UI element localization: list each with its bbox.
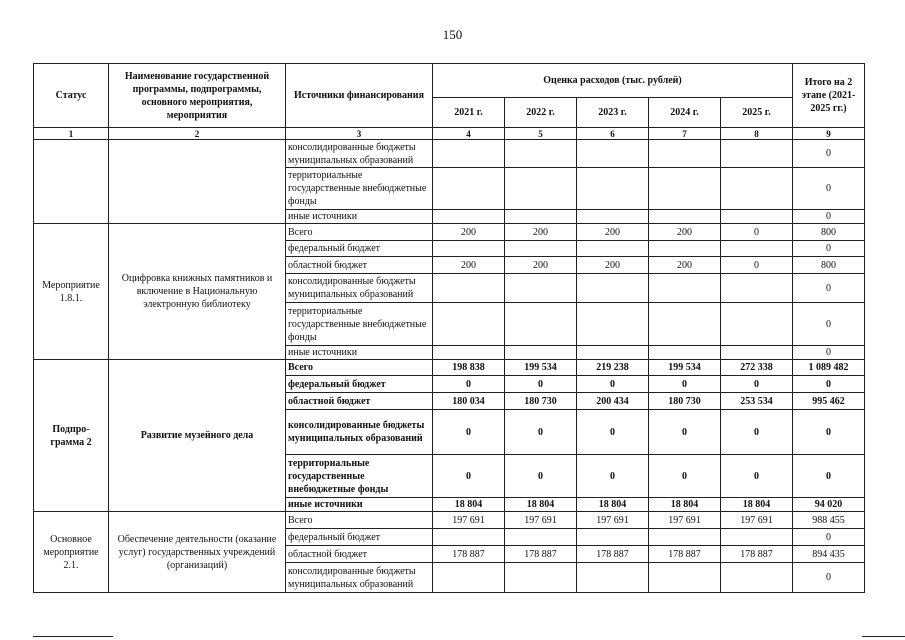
total-value-cell: 0	[793, 168, 865, 210]
header-year: 2022 г.	[505, 98, 577, 128]
total-value-cell: 0	[793, 274, 865, 303]
year-value-cell: 0	[721, 376, 793, 393]
year-value-cell: 0	[649, 376, 721, 393]
column-index: 2	[109, 128, 286, 140]
column-index: 9	[793, 128, 865, 140]
total-value-cell: 800	[793, 224, 865, 241]
year-value-cell	[433, 563, 505, 593]
year-value-cell	[721, 140, 793, 168]
year-value-cell	[721, 563, 793, 593]
table-body	[34, 140, 865, 593]
year-value-cell: 199 534	[649, 360, 721, 376]
year-value-cell	[649, 563, 721, 593]
total-value-cell: 0	[793, 410, 865, 455]
year-value-cell	[505, 241, 577, 257]
source-cell: иные источники	[286, 346, 433, 360]
total-value-cell: 0	[793, 210, 865, 224]
header-year: 2025 г.	[721, 98, 793, 128]
year-value-cell	[721, 274, 793, 303]
column-index: 8	[721, 128, 793, 140]
year-value-cell	[721, 346, 793, 360]
bottom-rule-left	[33, 636, 113, 637]
year-value-cell: 180 730	[649, 393, 721, 410]
year-value-cell: 197 691	[649, 512, 721, 529]
source-cell: областной бюджет	[286, 393, 433, 410]
year-value-cell: 0	[649, 410, 721, 455]
year-value-cell: 0	[433, 410, 505, 455]
year-value-cell: 0	[721, 257, 793, 274]
year-value-cell: 200	[577, 257, 649, 274]
source-cell: Всего	[286, 512, 433, 529]
source-cell: территориальные государственные внебюджетные фонды	[286, 455, 433, 498]
source-cell: федеральный бюджет	[286, 529, 433, 546]
total-value-cell: 0	[793, 241, 865, 257]
year-value-cell: 197 691	[577, 512, 649, 529]
program-name-cell	[109, 140, 286, 224]
year-value-cell	[577, 241, 649, 257]
year-value-cell: 178 887	[505, 546, 577, 563]
year-value-cell: 0	[649, 455, 721, 498]
year-value-cell	[649, 303, 721, 346]
header-year: 2021 г.	[433, 98, 505, 128]
column-index: 3	[286, 128, 433, 140]
year-value-cell: 0	[577, 455, 649, 498]
header-sources: Источники финансирования	[286, 64, 433, 128]
status-cell: Подпро-грамма 2	[34, 360, 109, 512]
year-value-cell: 0	[721, 224, 793, 241]
total-value-cell: 0	[793, 455, 865, 498]
program-name-cell: Развитие музейного дела	[109, 360, 286, 512]
year-value-cell: 178 887	[433, 546, 505, 563]
total-value-cell: 995 462	[793, 393, 865, 410]
year-value-cell	[577, 140, 649, 168]
year-value-cell: 18 804	[577, 498, 649, 512]
year-value-cell	[721, 168, 793, 210]
year-value-cell	[433, 168, 505, 210]
year-value-cell: 200	[577, 224, 649, 241]
header-total: Итого на 2 этапе (2021-2025 гг.)	[793, 64, 865, 128]
year-value-cell: 197 691	[433, 512, 505, 529]
year-value-cell	[721, 529, 793, 546]
year-value-cell: 0	[433, 376, 505, 393]
header-name: Наименование государственной программы, подпрограммы, основного мероприятия, мероприятия	[109, 64, 286, 128]
table-row	[34, 224, 865, 241]
total-value-cell: 0	[793, 140, 865, 168]
year-value-cell	[505, 274, 577, 303]
year-value-cell	[577, 563, 649, 593]
source-cell: консолидированные бюджеты муниципальных образований	[286, 563, 433, 593]
year-value-cell: 197 691	[721, 512, 793, 529]
total-value-cell: 988 455	[793, 512, 865, 529]
source-cell: консолидированные бюджеты муниципальных образований	[286, 140, 433, 168]
total-value-cell: 94 020	[793, 498, 865, 512]
header-status: Статус	[34, 64, 109, 128]
source-cell: областной бюджет	[286, 257, 433, 274]
year-value-cell: 219 238	[577, 360, 649, 376]
status-cell	[34, 140, 109, 224]
source-cell: федеральный бюджет	[286, 241, 433, 257]
year-value-cell	[649, 210, 721, 224]
year-value-cell	[433, 303, 505, 346]
year-value-cell	[721, 241, 793, 257]
year-value-cell	[505, 210, 577, 224]
year-value-cell	[433, 346, 505, 360]
column-index: 4	[433, 128, 505, 140]
bottom-rule-right	[862, 636, 905, 637]
year-value-cell: 0	[505, 410, 577, 455]
total-value-cell: 800	[793, 257, 865, 274]
year-value-cell: 0	[433, 455, 505, 498]
column-index: 5	[505, 128, 577, 140]
year-value-cell: 200	[649, 257, 721, 274]
year-value-cell: 180 730	[505, 393, 577, 410]
year-value-cell: 0	[721, 455, 793, 498]
year-value-cell	[649, 241, 721, 257]
year-value-cell: 200	[433, 224, 505, 241]
source-cell: консолидированные бюджеты муниципальных образований	[286, 410, 433, 455]
table-row	[34, 140, 865, 168]
year-value-cell: 200 434	[577, 393, 649, 410]
year-value-cell	[505, 168, 577, 210]
year-value-cell	[433, 529, 505, 546]
year-value-cell	[649, 346, 721, 360]
year-value-cell: 0	[505, 455, 577, 498]
header-year: 2024 г.	[649, 98, 721, 128]
year-value-cell: 272 338	[721, 360, 793, 376]
source-cell: федеральный бюджет	[286, 376, 433, 393]
source-cell: Всего	[286, 360, 433, 376]
year-value-cell: 200	[505, 224, 577, 241]
year-value-cell	[505, 529, 577, 546]
year-value-cell: 178 887	[649, 546, 721, 563]
total-value-cell: 0	[793, 563, 865, 593]
total-value-cell: 0	[793, 303, 865, 346]
year-value-cell: 178 887	[577, 546, 649, 563]
total-value-cell: 0	[793, 376, 865, 393]
source-cell: территориальные государственные внебюджетные фонды	[286, 303, 433, 346]
column-index: 6	[577, 128, 649, 140]
year-value-cell: 0	[505, 376, 577, 393]
expenses-table	[33, 63, 865, 593]
year-value-cell: 18 804	[721, 498, 793, 512]
year-value-cell	[577, 168, 649, 210]
year-value-cell	[577, 529, 649, 546]
status-cell: Мероприятие 1.8.1.	[34, 224, 109, 360]
total-value-cell: 894 435	[793, 546, 865, 563]
year-value-cell: 200	[649, 224, 721, 241]
year-value-cell	[721, 303, 793, 346]
total-value-cell: 0	[793, 529, 865, 546]
year-value-cell	[505, 303, 577, 346]
header-year: 2023 г.	[577, 98, 649, 128]
total-value-cell: 1 089 482	[793, 360, 865, 376]
year-value-cell	[577, 303, 649, 346]
year-value-cell	[721, 210, 793, 224]
year-value-cell: 0	[721, 410, 793, 455]
year-value-cell: 199 534	[505, 360, 577, 376]
year-value-cell	[577, 274, 649, 303]
year-value-cell: 0	[577, 376, 649, 393]
source-cell: территориальные государственные внебюджетные фонды	[286, 168, 433, 210]
program-name-cell: Оцифровка книжных памятников и включение в Национальную электронную библиотеку	[109, 224, 286, 360]
year-value-cell: 198 838	[433, 360, 505, 376]
source-cell: иные источники	[286, 210, 433, 224]
page-number: 150	[442, 27, 463, 42]
year-value-cell: 180 034	[433, 393, 505, 410]
year-value-cell	[505, 563, 577, 593]
source-cell: консолидированные бюджеты муниципальных образований	[286, 274, 433, 303]
year-value-cell	[433, 140, 505, 168]
year-value-cell: 200	[505, 257, 577, 274]
total-value-cell: 0	[793, 346, 865, 360]
year-value-cell	[505, 140, 577, 168]
year-value-cell	[649, 274, 721, 303]
header-estimate: Оценка расходов (тыс. рублей)	[433, 64, 793, 98]
year-value-cell: 0	[577, 410, 649, 455]
year-value-cell: 178 887	[721, 546, 793, 563]
table-row	[34, 360, 865, 376]
column-index: 1	[34, 128, 109, 140]
source-cell: иные источники	[286, 498, 433, 512]
year-value-cell: 18 804	[649, 498, 721, 512]
source-cell: Всего	[286, 224, 433, 241]
table-row	[34, 512, 865, 529]
year-value-cell	[433, 274, 505, 303]
year-value-cell: 18 804	[505, 498, 577, 512]
source-cell: областной бюджет	[286, 546, 433, 563]
year-value-cell	[577, 346, 649, 360]
year-value-cell: 200	[433, 257, 505, 274]
year-value-cell: 197 691	[505, 512, 577, 529]
status-cell: Основное мероприятие 2.1.	[34, 512, 109, 593]
year-value-cell	[649, 168, 721, 210]
year-value-cell	[505, 346, 577, 360]
year-value-cell	[649, 529, 721, 546]
year-value-cell	[433, 210, 505, 224]
year-value-cell	[649, 140, 721, 168]
year-value-cell: 18 804	[433, 498, 505, 512]
column-index: 7	[649, 128, 721, 140]
year-value-cell	[577, 210, 649, 224]
year-value-cell: 253 534	[721, 393, 793, 410]
year-value-cell	[433, 241, 505, 257]
program-name-cell: Обеспечение деятельности (оказание услуг) государственных учреждений (организаций)	[109, 512, 286, 593]
column-index-row	[34, 128, 865, 140]
